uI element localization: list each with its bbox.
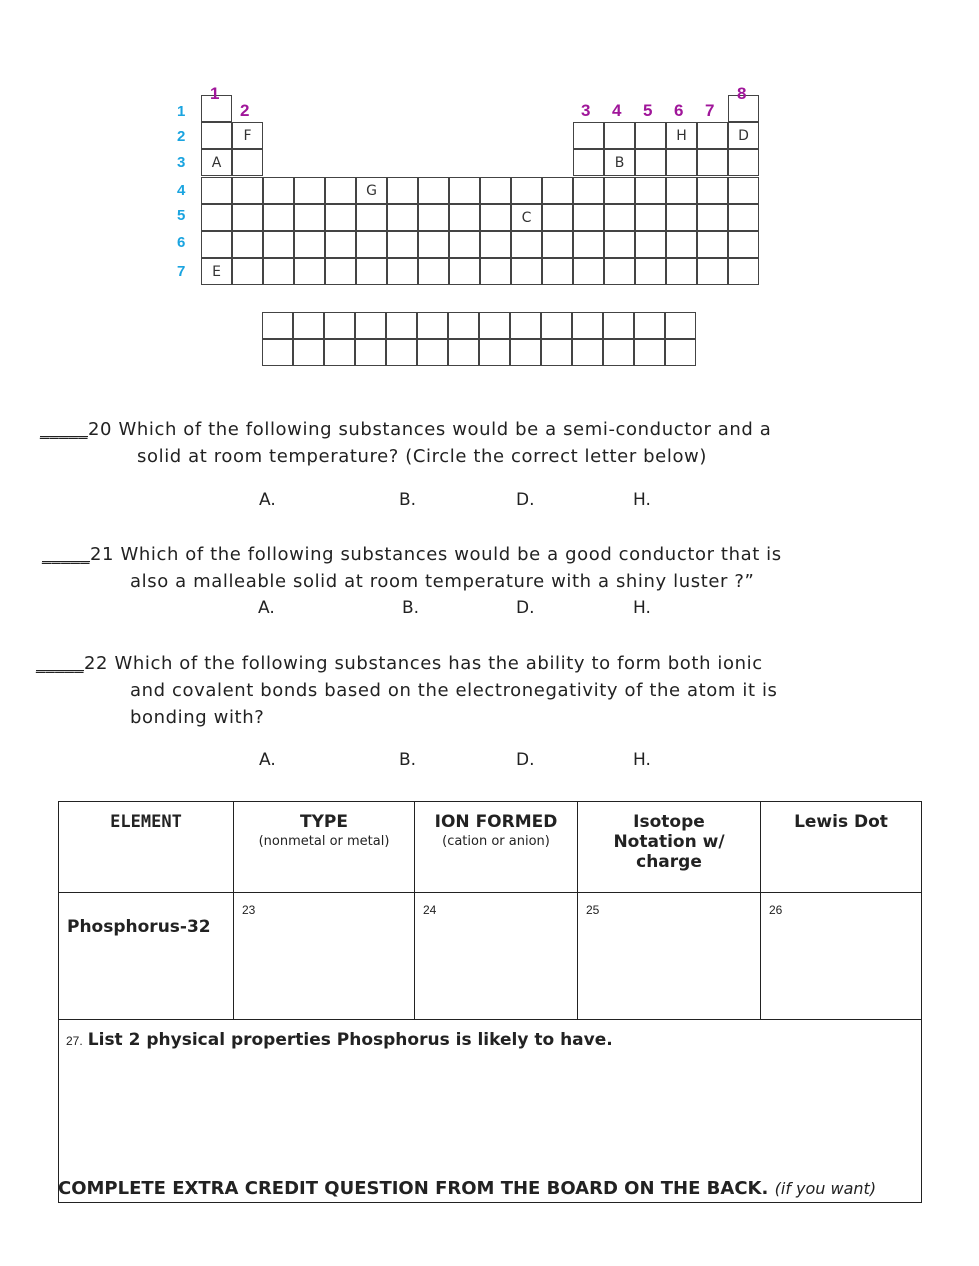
f-block-cell bbox=[634, 312, 665, 339]
f-block-cell bbox=[293, 312, 324, 339]
element-cell bbox=[697, 258, 728, 285]
element-cell bbox=[542, 177, 573, 204]
f-block-cell bbox=[479, 339, 510, 366]
element-cell: H bbox=[666, 122, 697, 149]
element-cell bbox=[294, 258, 325, 285]
element-cell bbox=[356, 231, 387, 258]
header-lewis: Lewis Dot bbox=[761, 802, 922, 893]
element-cell bbox=[666, 149, 697, 176]
element-cell bbox=[697, 177, 728, 204]
answer-cell-25[interactable]: 25 bbox=[578, 893, 761, 1020]
f-block-cell bbox=[479, 312, 510, 339]
question-text: Which of the following substances has the ability to form both ionic bbox=[114, 653, 763, 674]
element-cell bbox=[573, 122, 604, 149]
element-cell bbox=[201, 204, 232, 231]
f-block-cell bbox=[355, 312, 386, 339]
element-cell bbox=[573, 258, 604, 285]
element-cell bbox=[604, 231, 635, 258]
f-block-cell bbox=[417, 312, 448, 339]
f-block-cell bbox=[448, 339, 479, 366]
element-cell bbox=[728, 258, 759, 285]
f-block-cell bbox=[572, 312, 603, 339]
answer-option[interactable]: D. bbox=[516, 598, 535, 618]
element-cell bbox=[635, 258, 666, 285]
element-cell bbox=[511, 258, 542, 285]
element-cell: D bbox=[728, 122, 759, 149]
element-cell bbox=[201, 177, 232, 204]
group-label: 4 bbox=[612, 101, 622, 120]
element-cell: C bbox=[511, 204, 542, 231]
element-cell bbox=[232, 258, 263, 285]
group-label: 3 bbox=[581, 101, 591, 120]
element-table bbox=[58, 801, 922, 1203]
element-cell bbox=[635, 231, 666, 258]
answer-blank[interactable]: _____ bbox=[42, 544, 90, 565]
element-cell bbox=[542, 204, 573, 231]
f-block-cell bbox=[355, 339, 386, 366]
element-cell bbox=[387, 177, 418, 204]
element-cell bbox=[387, 258, 418, 285]
element-cell: B bbox=[604, 149, 635, 176]
element-cell bbox=[325, 204, 356, 231]
f-block-cell bbox=[324, 339, 355, 366]
group-label: 5 bbox=[643, 101, 653, 120]
answer-blank[interactable]: _____ bbox=[36, 653, 84, 674]
answer-option[interactable]: A. bbox=[259, 490, 276, 510]
period-label: 3 bbox=[177, 154, 186, 171]
element-cell bbox=[387, 231, 418, 258]
answer-option[interactable]: A. bbox=[258, 598, 275, 618]
element-cell bbox=[511, 231, 542, 258]
element-cell bbox=[263, 204, 294, 231]
question-text: Which of the following substances would be a semi-conductor and a bbox=[118, 419, 772, 440]
f-block-cell bbox=[262, 312, 293, 339]
f-block-cell bbox=[262, 339, 293, 366]
answer-option[interactable]: D. bbox=[516, 490, 535, 510]
question-27-text: List 2 physical properties Phosphorus is likely to have. bbox=[87, 1030, 613, 1050]
element-cell bbox=[449, 204, 480, 231]
group-label: 7 bbox=[705, 101, 715, 120]
question-20 bbox=[40, 416, 771, 470]
f-block-cell bbox=[541, 339, 572, 366]
answer-option[interactable]: H. bbox=[633, 490, 651, 510]
element-cell bbox=[232, 177, 263, 204]
f-block-cell bbox=[293, 339, 324, 366]
question-text: also a malleable solid at room temperature with a shiny luster ?” bbox=[130, 571, 755, 592]
question-22 bbox=[36, 650, 778, 731]
element-cell: E bbox=[201, 258, 232, 285]
element-cell bbox=[666, 204, 697, 231]
f-block-cell bbox=[603, 339, 634, 366]
element-cell bbox=[573, 231, 604, 258]
answer-option[interactable]: B. bbox=[402, 598, 420, 618]
footer-instruction bbox=[58, 1178, 876, 1199]
answer-cell-27[interactable] bbox=[59, 1020, 922, 1203]
group-label: 6 bbox=[674, 101, 684, 120]
element-cell bbox=[294, 204, 325, 231]
element-cell bbox=[666, 258, 697, 285]
element-cell bbox=[480, 204, 511, 231]
group-label: 2 bbox=[240, 101, 250, 120]
f-block-cell bbox=[324, 312, 355, 339]
element-cell bbox=[294, 231, 325, 258]
f-block-cell bbox=[665, 312, 696, 339]
period-label: 2 bbox=[177, 128, 186, 145]
period-label: 5 bbox=[177, 207, 186, 224]
element-cell bbox=[418, 204, 449, 231]
element-cell bbox=[604, 258, 635, 285]
element-cell bbox=[604, 122, 635, 149]
element-cell bbox=[263, 231, 294, 258]
header-element: ELEMENT bbox=[59, 802, 234, 893]
element-cell bbox=[325, 177, 356, 204]
answer-option[interactable]: D. bbox=[516, 750, 535, 770]
answer-option[interactable]: H. bbox=[633, 598, 651, 618]
element-cell bbox=[573, 149, 604, 176]
period-label: 7 bbox=[177, 263, 186, 280]
element-name: Phosphorus-32 bbox=[59, 893, 234, 1020]
period-label: 6 bbox=[177, 234, 186, 251]
element-cell bbox=[356, 258, 387, 285]
element-cell bbox=[728, 177, 759, 204]
element-cell bbox=[728, 204, 759, 231]
f-block-cell bbox=[603, 312, 634, 339]
question-text: solid at room temperature? (Circle the correct letter below) bbox=[137, 446, 707, 467]
header-ion: ION FORMED (cation or anion) bbox=[415, 802, 578, 893]
f-block-cell bbox=[417, 339, 448, 366]
element-cell bbox=[449, 231, 480, 258]
element-cell bbox=[635, 122, 666, 149]
element-cell: F bbox=[232, 122, 263, 149]
element-cell bbox=[635, 149, 666, 176]
element-cell bbox=[418, 258, 449, 285]
element-cell bbox=[418, 177, 449, 204]
element-cell bbox=[387, 204, 418, 231]
question-text: Which of the following substances would be a good conductor that is bbox=[120, 544, 782, 565]
question-number: 21 bbox=[90, 544, 115, 565]
question-21 bbox=[42, 541, 782, 595]
element-cell bbox=[635, 204, 666, 231]
answer-cell-24[interactable]: 24 bbox=[415, 893, 578, 1020]
answer-option[interactable]: B. bbox=[399, 750, 417, 770]
answer-option[interactable]: B. bbox=[399, 490, 417, 510]
element-cell bbox=[201, 122, 232, 149]
period-label: 1 bbox=[177, 103, 186, 120]
element-cell bbox=[325, 231, 356, 258]
element-cell bbox=[294, 177, 325, 204]
header-type: TYPE (nonmetal or metal) bbox=[234, 802, 415, 893]
answer-option[interactable]: H. bbox=[633, 750, 651, 770]
element-cell bbox=[232, 204, 263, 231]
element-cell bbox=[728, 149, 759, 176]
question-number: 27. bbox=[66, 1034, 83, 1048]
f-block-cell bbox=[448, 312, 479, 339]
element-cell bbox=[480, 258, 511, 285]
answer-cell-26[interactable]: 26 bbox=[761, 893, 922, 1020]
question-text: bonding with? bbox=[130, 707, 265, 728]
f-block-cell bbox=[510, 312, 541, 339]
footer-note: (if you want) bbox=[774, 1179, 877, 1198]
element-cell: A bbox=[201, 149, 232, 176]
element-cell bbox=[604, 204, 635, 231]
question-number: 20 bbox=[88, 419, 113, 440]
element-cell bbox=[480, 177, 511, 204]
period-label: 4 bbox=[177, 182, 186, 199]
element-cell bbox=[697, 231, 728, 258]
f-block-cell bbox=[665, 339, 696, 366]
element-cell bbox=[232, 149, 263, 176]
f-block-cell bbox=[510, 339, 541, 366]
element-cell bbox=[480, 231, 511, 258]
element-cell bbox=[697, 122, 728, 149]
element-cell bbox=[325, 258, 356, 285]
group-label: 1 bbox=[210, 84, 220, 103]
question-text: and covalent bonds based on the electronegativity of the atom it is bbox=[130, 680, 778, 701]
element-cell bbox=[604, 177, 635, 204]
element-cell bbox=[666, 177, 697, 204]
element-cell bbox=[511, 177, 542, 204]
element-cell bbox=[232, 231, 263, 258]
element-cell bbox=[418, 231, 449, 258]
f-block-cell bbox=[386, 312, 417, 339]
f-block-cell bbox=[634, 339, 665, 366]
element-cell: G bbox=[356, 177, 387, 204]
element-cell bbox=[201, 231, 232, 258]
element-cell bbox=[449, 258, 480, 285]
element-cell bbox=[573, 204, 604, 231]
f-block-cell bbox=[386, 339, 417, 366]
answer-option[interactable]: A. bbox=[259, 750, 276, 770]
element-cell bbox=[263, 258, 294, 285]
answer-cell-23[interactable]: 23 bbox=[234, 893, 415, 1020]
element-cell bbox=[263, 177, 294, 204]
element-cell bbox=[728, 231, 759, 258]
element-cell bbox=[542, 258, 573, 285]
question-number: 22 bbox=[84, 653, 109, 674]
element-cell bbox=[542, 231, 573, 258]
element-cell bbox=[697, 149, 728, 176]
header-isotope: Isotope Notation w/ charge bbox=[578, 802, 761, 893]
f-block-cell bbox=[541, 312, 572, 339]
answer-blank[interactable]: _____ bbox=[40, 419, 88, 440]
element-cell bbox=[635, 177, 666, 204]
group-label: 8 bbox=[737, 84, 747, 103]
element-cell bbox=[449, 177, 480, 204]
element-cell bbox=[573, 177, 604, 204]
f-block-cell bbox=[572, 339, 603, 366]
element-cell bbox=[356, 204, 387, 231]
element-cell bbox=[697, 204, 728, 231]
element-cell bbox=[666, 231, 697, 258]
footer-text: COMPLETE EXTRA CREDIT QUESTION FROM THE BOARD ON THE BACK. bbox=[58, 1178, 769, 1199]
